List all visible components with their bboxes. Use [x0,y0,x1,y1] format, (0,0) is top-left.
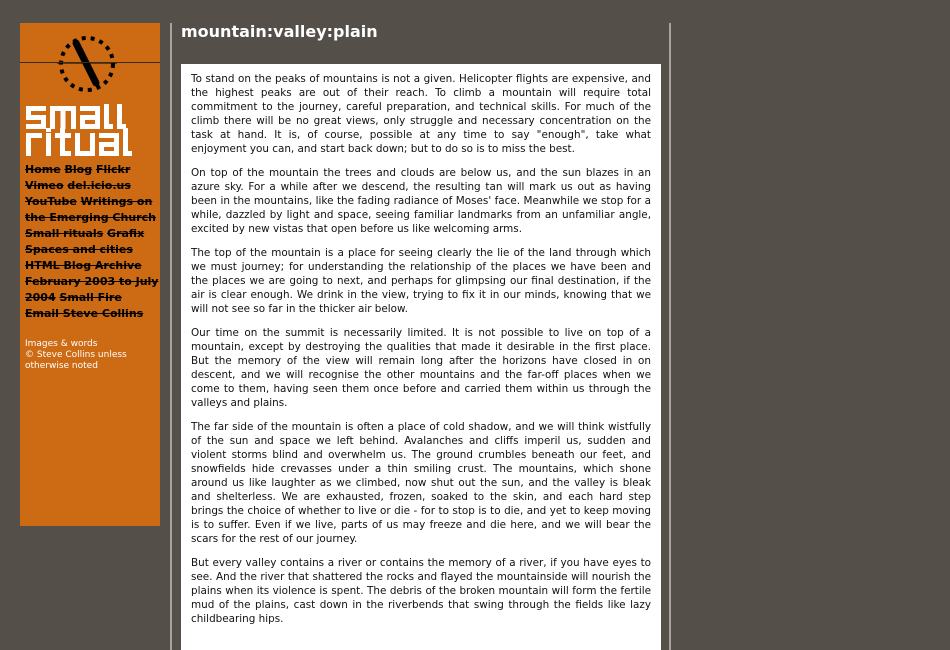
nav-spaces-and-cities[interactable]: Spaces and cities [25,243,133,256]
article-paragraph: The top of the mountain is a place for seeing clearly the lie of the land through which we must journey; for understanding the relationship of the places we have been and the places we are going to next, and perhaps for glimpsing our final destination, if the air is clear enough. We drink in the view, trying to fix it in our minds, knowing that we will not see so far in the thicker air below. [191,247,651,315]
nav-delicious[interactable]: del.icio.us [67,179,131,192]
page-title: mountain:valley:plain [181,22,378,41]
nav-blog[interactable]: Blog [64,163,93,176]
article-paragraph: On top of the mountain the trees and clouds are below us, and the sun blazes in an azure sky. For a while after we descend, the resulting tan will mark us out as having been in the mountains, like the fading radiance of Moses' face. Meanwhile we stop for a while, dazzled by light and space, seeing familiar landmarks from an unfamiliar angle, excited by new vistas that open before us like welcoming arms. [191,167,651,235]
column-rule-left [170,23,172,650]
nav-html-blog-archive[interactable]: HTML Blog Archive February 2003 to July 2004 [25,259,159,304]
credit [25,339,155,372]
nav-flickr[interactable]: Flickr [95,163,131,176]
column-rule-right [669,23,671,650]
article-body [181,64,661,650]
nav-vimeo[interactable]: Vimeo [25,179,64,192]
credit-line-2: © Steve Collins unless otherwise noted [25,350,127,371]
sidebar-rule [20,62,160,63]
nav-home[interactable]: Home [25,163,61,176]
sidebar-nav [25,162,159,322]
sidebar [20,23,160,526]
article-paragraph: But every valley contains a river or contains the memory of a river, if you have eyes to see. And the river that shattered the rocks and flayed the mountainside will nourish the plains when its violence is spent. The debris of the broken mountain will form the fertile mud of the plains, cast down in the riverbends that swing through the fields like lazy childbearing hips. [191,557,651,625]
nav-youtube[interactable]: YouTube [25,195,77,208]
article-paragraph: The far side of the mountain is often a place of cold shadow, and we will think wistfully of the sun and space we left behind. Avalanches and cliffs imperil us, sudden and violent storms blind and overwhelm us. The ground crumbles beneath our feet, and snowfields hide crevasses under a thin smiling crust. The mountains, which shone around us like laughter as we climbed, now shut out the sun, and the valley is bleak and shelterless. We are exhausted, frozen, soaked to the skin, and each hard step brings the choice of whether to live or die - for to stop is to die, and yet to keep moving is to suffer. Even if we live, parts of us may freeze and die here, and we will bear the scars for the rest of our journey. [191,421,651,545]
nav-small-fire[interactable]: Small Fire [59,291,122,304]
nav-email[interactable]: Email Steve Collins [25,307,144,320]
nav-writings-emerging-church[interactable]: Writings on the Emerging Church [25,195,156,224]
credit-line-1: Images & words [25,339,98,349]
nav-small-rituals[interactable]: Small rituals [25,227,104,240]
site-logo[interactable] [26,104,156,156]
article-paragraph: To stand on the peaks of mountains is not a given. Helicopter flights are expensive, and the highest peaks are out of their reach. To climb a mountain will require total commitment to the journey, careful preparation, and technical skills. For much of the climb there will be no great views, only struggle and necessary concentration on the task at hand. It is, of course, possible at any time to say "enough", take what enjoyment you can, and start back down; but to do so is to miss the best. [191,73,651,155]
article-paragraph: Our time on the summit is necessarily limited. It is not possible to live on top of a mountain, except by destroying the qualities that made it desirable in the first place. But the memory of the view will remain long after the horizons have closed in on descent, and we will recognise the other mountains and the far-off places when we come to them, having seen them once before and carried them within us through the valleys and plains. [191,327,651,409]
nav-grafix[interactable]: Grafix [107,227,145,240]
